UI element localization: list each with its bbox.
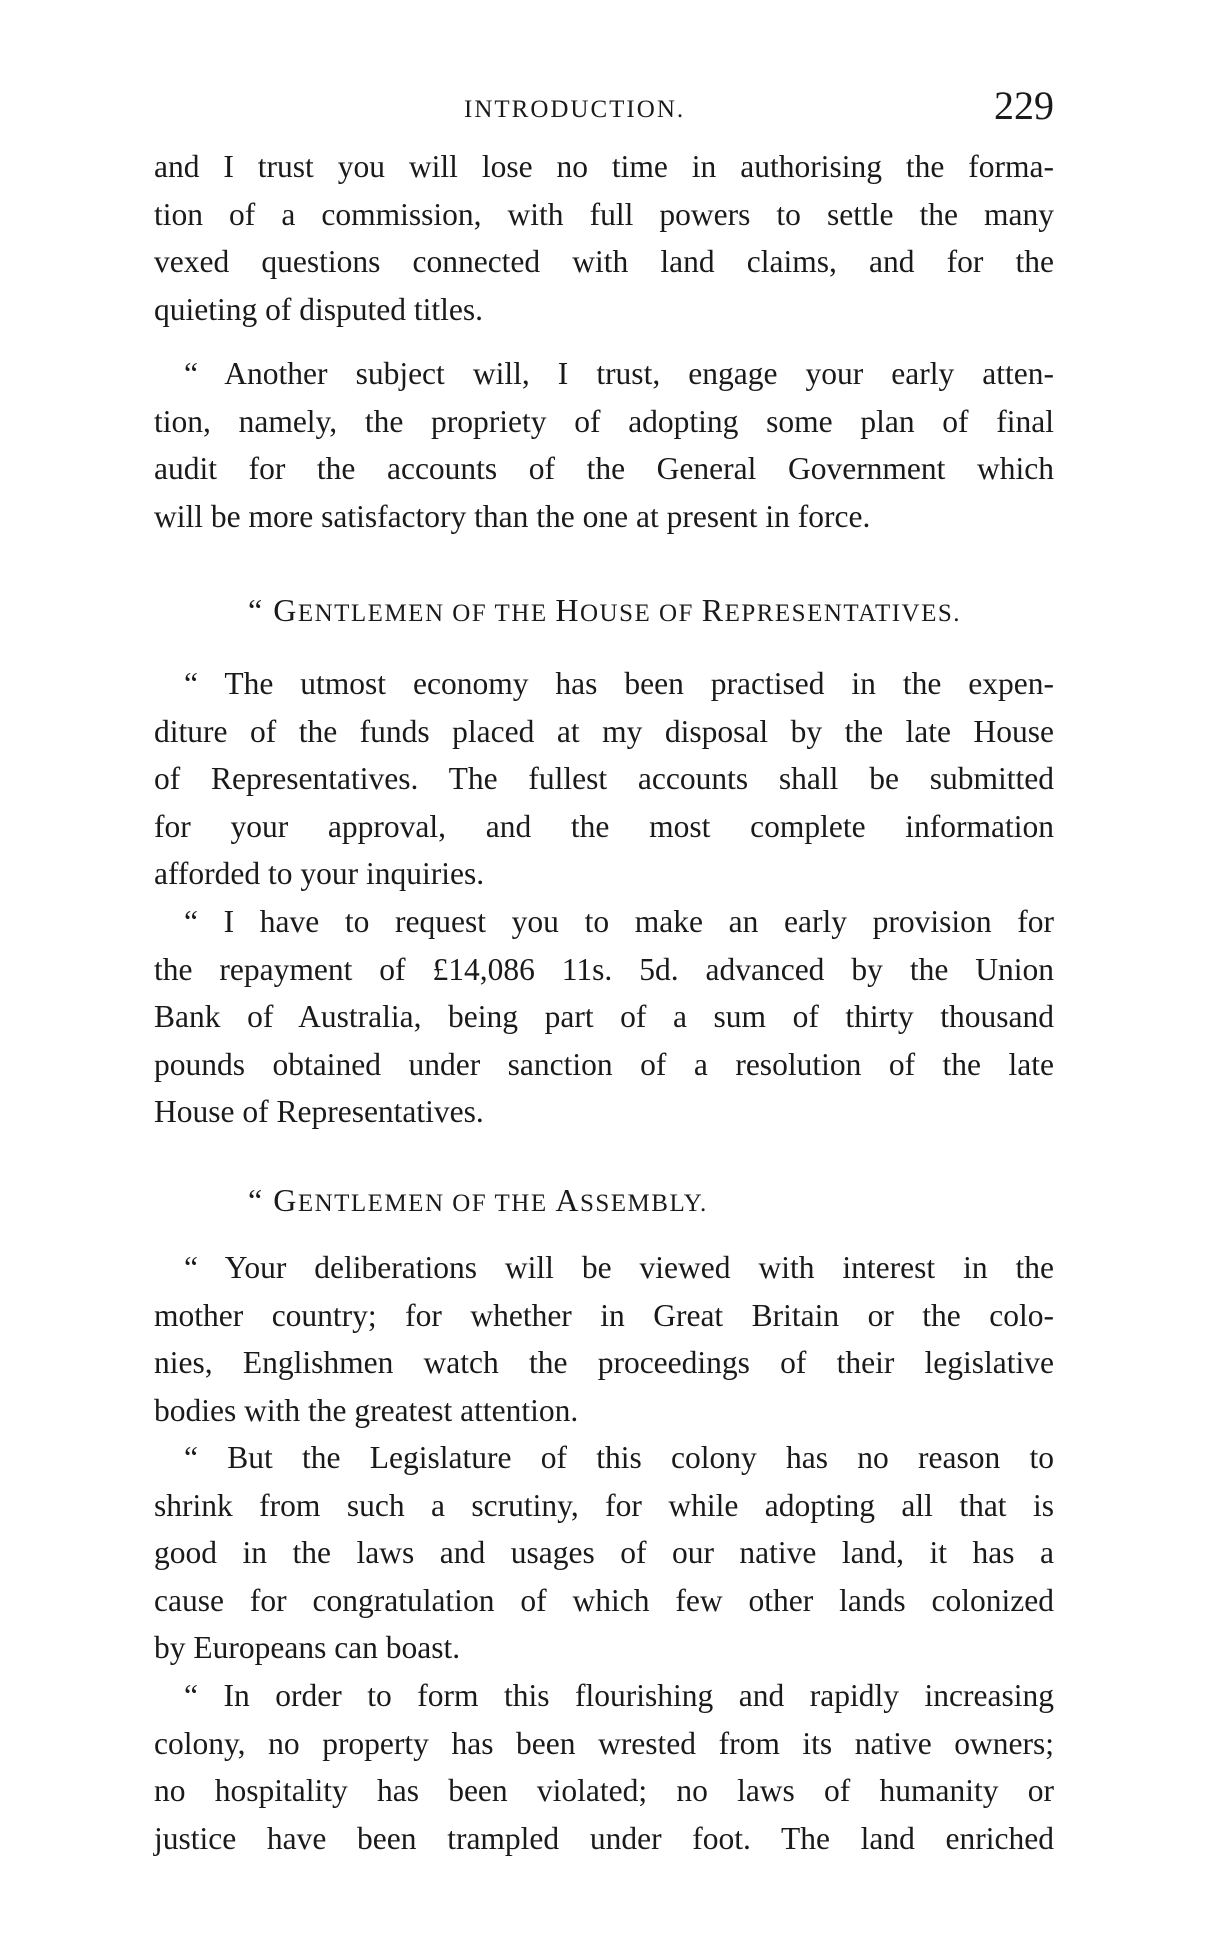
text-line: bodies with the greatest attention. (154, 1392, 579, 1428)
paragraph (154, 350, 1054, 540)
text-line: “ I have to request you to make an early provision for (184, 904, 1054, 939)
text-line: colony, no property has been wrested from its native owners; (154, 1725, 1054, 1761)
text-line: tion, namely, the propriety of adopting some plan of final (154, 403, 1054, 439)
text-line: “ But the Legislature of this colony has no reason to (184, 1440, 1054, 1475)
paragraph (154, 1244, 1054, 1434)
text-line: nies, Englishmen watch the proceedings of their legislative (154, 1345, 1054, 1381)
heading-part: H (555, 592, 580, 628)
text-line: vexed questions connected with land claims, and for the (154, 244, 1054, 280)
text-line: justice have been trampled under foot. The land enriched (154, 1820, 1054, 1856)
text-line: “ The utmost economy has been practised in the expen- (184, 666, 1054, 701)
running-head (154, 82, 1054, 132)
text-line: pounds obtained under sanction of a resolution of the late (154, 1046, 1054, 1082)
running-title: INTRODUCTION. (464, 96, 686, 123)
paragraph (154, 898, 1054, 1136)
text-line: diture of the funds placed at my disposal by the late House (154, 713, 1054, 749)
heading-part: ENTLEMEN OF THE (297, 600, 556, 627)
text-line: Bank of Australia, being part of a sum of thirty thousand (154, 999, 1054, 1035)
text-line: “ In order to form this flourishing and rapidly increasing (184, 1678, 1054, 1713)
text-line: for your approval, and the most complete information (154, 808, 1054, 844)
heading-part: “ G (248, 592, 298, 628)
text-line: “ Another subject will, I trust, engage your early atten- (184, 356, 1054, 391)
text-line: will be more satisfactory than the one at present in force. (154, 498, 871, 534)
heading-part: R (701, 592, 725, 628)
heading-part: SSEMBLY. (579, 1190, 708, 1217)
text-line: audit for the accounts of the General Government which (154, 451, 1054, 487)
heading-part: OUSE OF (579, 600, 702, 627)
text-line: of Representatives. The fullest accounts shall be submitted (154, 761, 1054, 797)
text-line: and I trust you will lose no time in authorising the forma- (154, 149, 1054, 184)
heading-part: EPRESENTATIVES. (724, 600, 962, 627)
text-line: tion of a commission, with full powers to settle the many (154, 196, 1054, 232)
heading-part: “ G (248, 1182, 298, 1218)
text-line: quieting of disputed titles. (154, 291, 483, 327)
page-number: 229 (994, 83, 1054, 128)
text-line: the repayment of £14,086 11s. 5d. advanced by the Union (154, 951, 1054, 987)
text-line: by Europeans can boast. (154, 1630, 461, 1666)
paragraph-continuation (154, 143, 1054, 333)
paragraph (154, 660, 1054, 898)
paragraph (154, 1672, 1054, 1862)
heading-part: ENTLEMEN OF THE (297, 1190, 556, 1217)
section-heading-assembly (248, 1182, 708, 1219)
text-line: mother country; for whether in Great Britain or the colo- (154, 1297, 1054, 1333)
text-line: afforded to your inquiries. (154, 856, 485, 892)
section-heading-house-of-representatives (248, 592, 961, 629)
heading-part: A (555, 1182, 580, 1218)
text-line: shrink from such a scrutiny, for while adopting all that is (154, 1487, 1054, 1523)
text-line: cause for congratulation of which few other lands colonized (154, 1582, 1054, 1618)
text-line: good in the laws and usages of our native land, it has a (154, 1535, 1054, 1571)
paragraph (154, 1434, 1054, 1672)
text-line: no hospitality has been violated; no laws of humanity or (154, 1773, 1054, 1809)
text-line: House of Representatives. (154, 1094, 484, 1130)
text-line: “ Your deliberations will be viewed with interest in the (184, 1250, 1054, 1285)
